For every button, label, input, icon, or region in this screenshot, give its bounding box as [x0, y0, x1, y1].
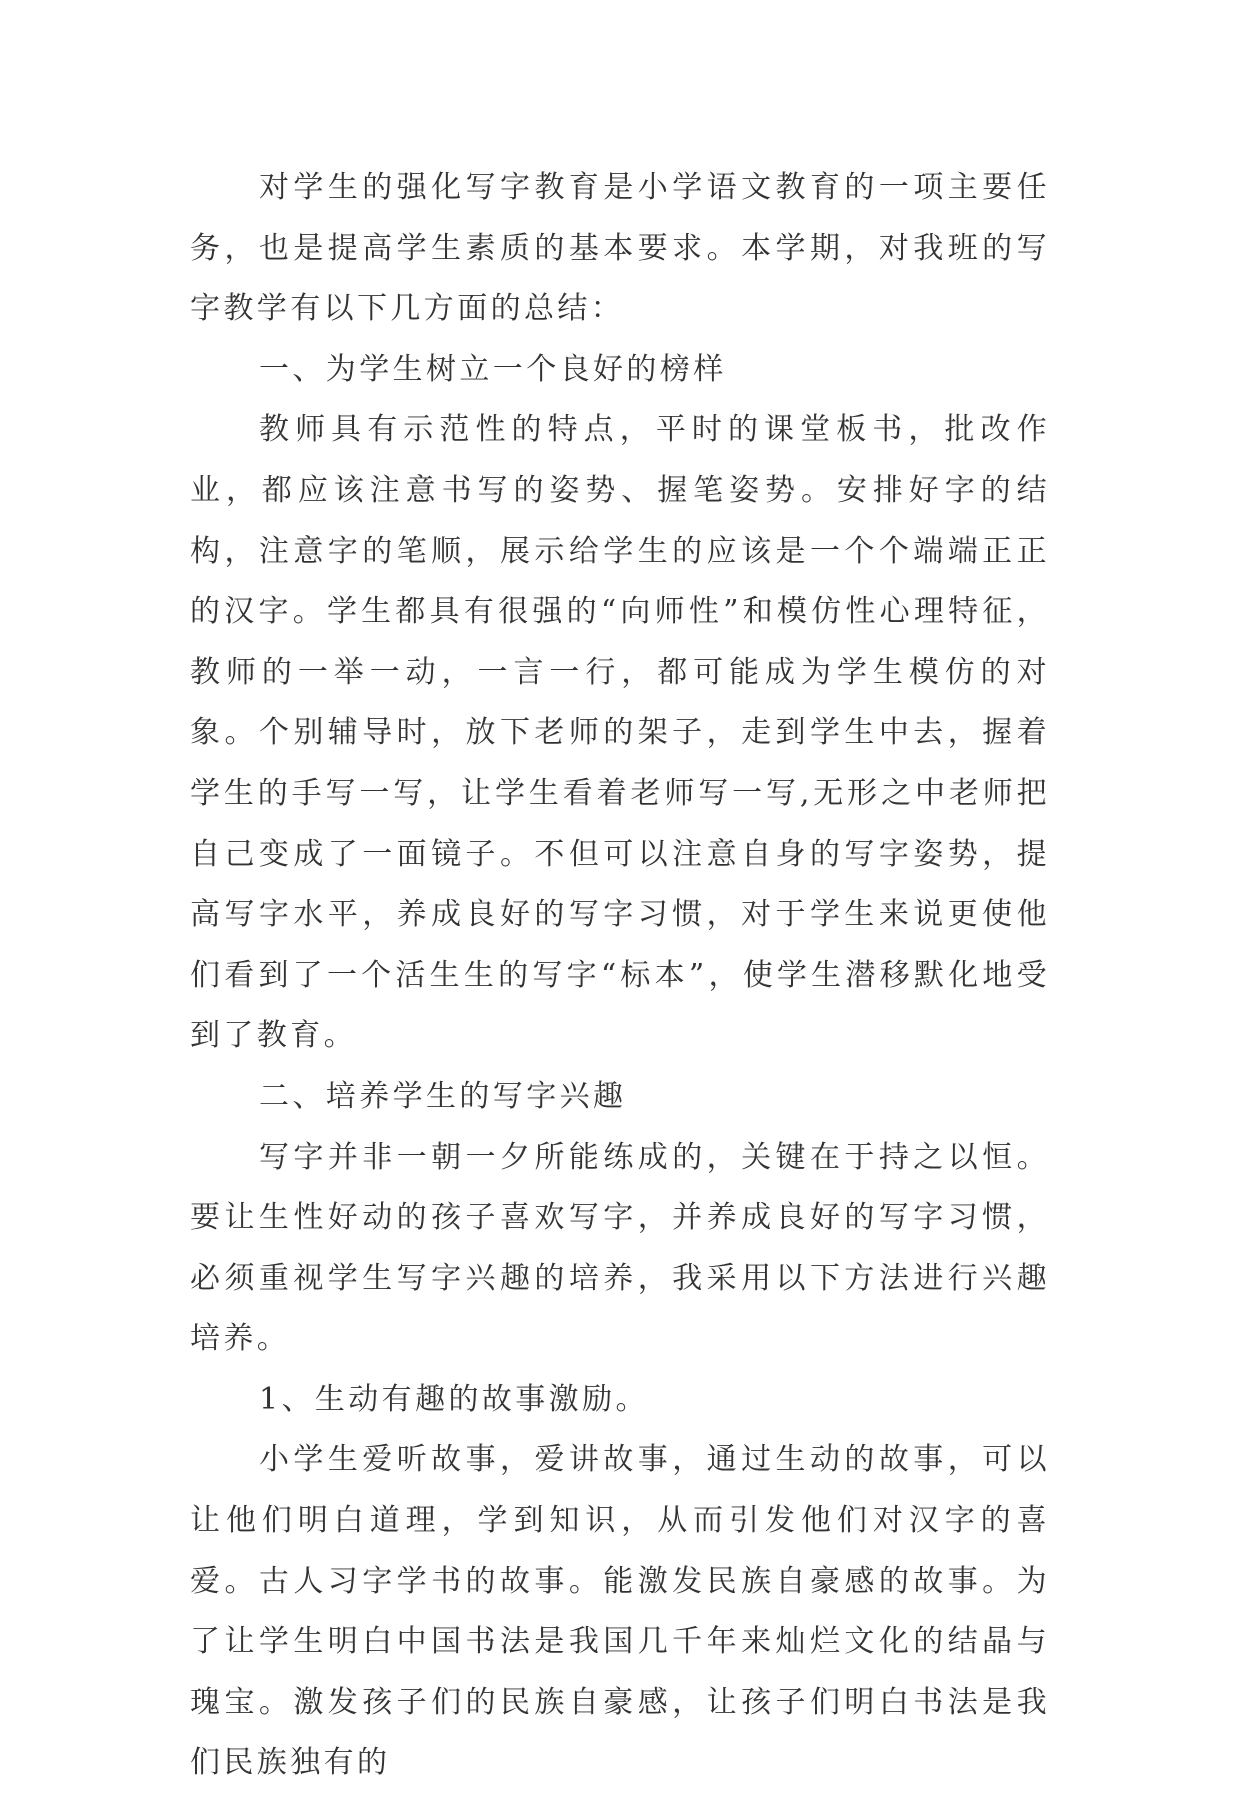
section-heading-1: 一、为学生树立一个良好的榜样 [259, 351, 727, 387]
paragraph-stories: 小学生爱听故事，爱讲故事，通过生动的故事，可以让他们明白道理，学到知识，从而引发他们对汉字的喜爱。古人习字学书的故事。能激发民族自豪感的故事。为了让学生明白中国书法是我国几千年来灿烂文化的结晶与瑰宝。激发孩子们的民族自豪感，让孩子们明白书法是我们民族独有的 [190, 1442, 1050, 1781]
subsection-heading-1: 1、生动有趣的故事激励。 [259, 1381, 649, 1417]
paragraph-interest: 写字并非一朝一夕所能练成的，关键在于持之以恒。要让生性好动的孩子喜欢写字，并养成良好的写字习惯，必须重视学生写字兴趣的培养，我采用以下方法进行兴趣培养。 [190, 1139, 1050, 1357]
section-heading-2: 二、培养学生的写字兴趣 [259, 1078, 627, 1114]
document-body [190, 158, 1050, 1794]
paragraph-intro: 对学生的强化写字教育是小学语文教育的一项主要任务，也是提高学生素质的基本要求。本学期，对我班的写字教学有以下几方面的总结： [190, 170, 1050, 327]
paragraph-teacher-example: 教师具有示范性的特点，平时的课堂板书，批改作业，都应该注意书写的姿势、握笔姿势。安排好字的结构，注意字的笔顺，展示给学生的应该是一个个端端正正的汉字。学生都具有很强的“向师性”和模仿性心理特征，教师的一举一动，一言一行，都可能成为学生模仿的对象。个别辅导时，放下老师的架子，走到学生中去，握着学生的手写一写，让学生看着老师写一写,无形之中老师把自己变成了一面镜子。不但可以注意自身的写字姿势，提高写字水平，养成良好的写字习惯，对于学生来说更使他们看到了一个活生生的写字“标本”，使学生潜移默化地受到了教育。 [190, 412, 1050, 1054]
